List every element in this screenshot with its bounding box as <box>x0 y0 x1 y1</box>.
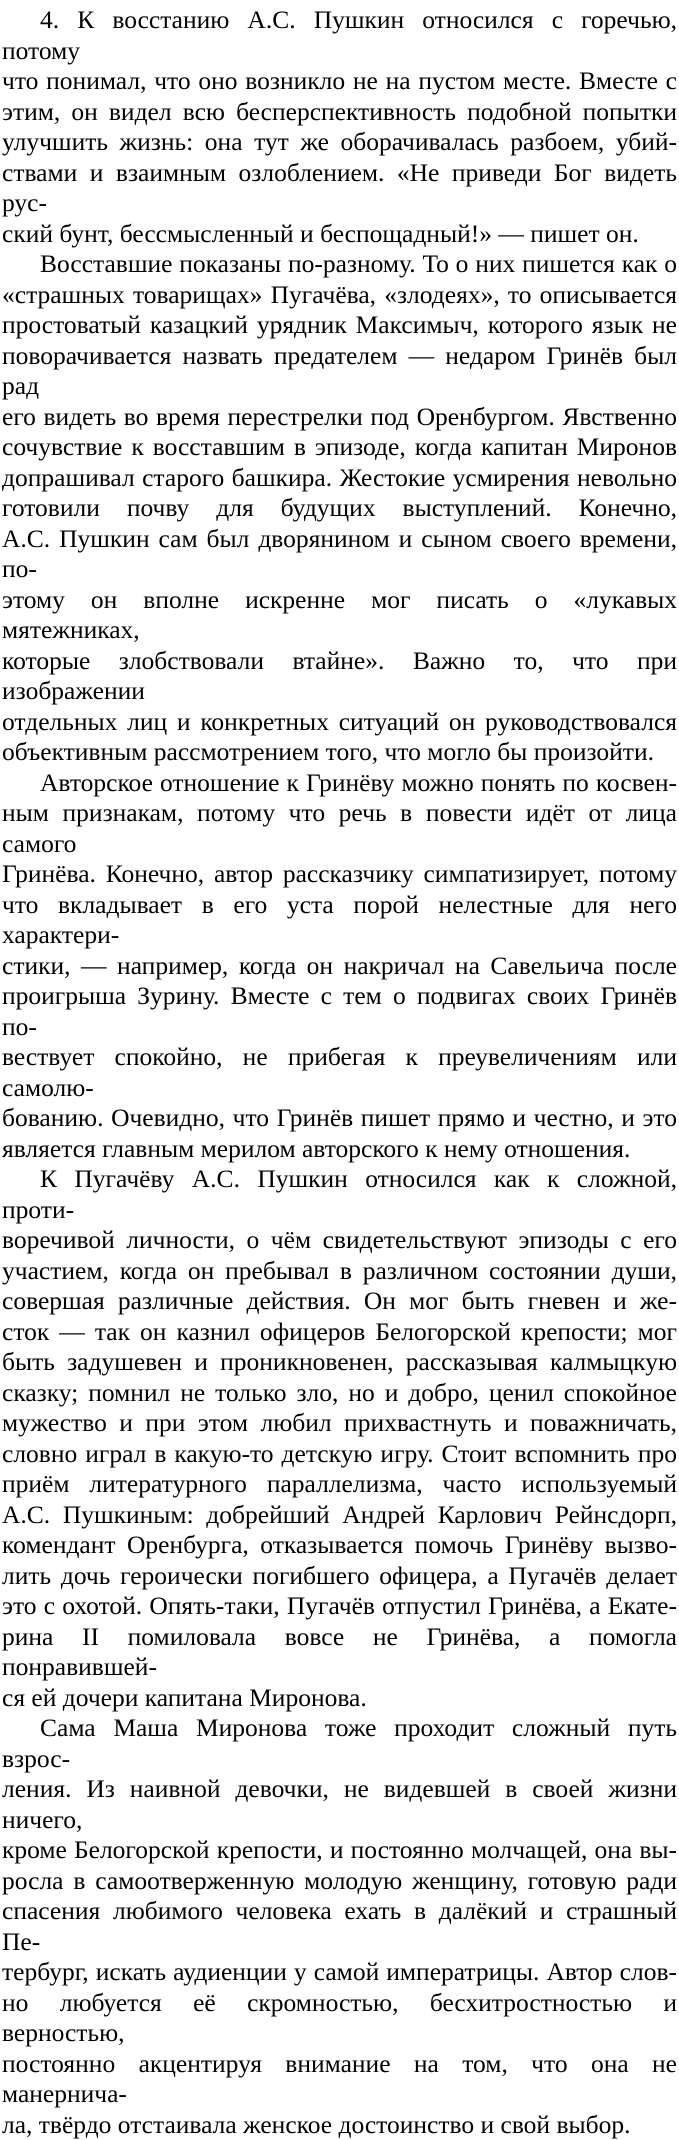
text-line: его видеть во время перестрелки под Оренбургом. Явственно <box>2 402 677 433</box>
paragraph <box>2 5 677 249</box>
text-line: поворачивается назвать предателем — недаром Гринёв был рад <box>2 341 677 402</box>
paragraph <box>2 768 677 1165</box>
text-line: допрашивал старого башкира. Жестокие усмирения невольно <box>2 463 677 494</box>
text-line: отдельных лиц и конкретных ситуаций он руководствовался <box>2 707 677 738</box>
text-line: ным признакам, потому что речь в повести идёт от лица самого <box>2 798 677 859</box>
text-line: участием, когда он пребывал в различном состоянии души, <box>2 1256 677 1287</box>
text-line: этому он вполне искренне мог писать о «лукавых мятежниках, <box>2 585 677 646</box>
text-line: простоватый казацкий урядник Максимыч, которого язык не <box>2 310 677 341</box>
text-line: ствами и взаимным озлоблением. «Не приведи Бог видеть рус- <box>2 158 677 219</box>
text-line: этим, он видел всю бесперспективность подобной попытки <box>2 97 677 128</box>
text-line: сток — так он казнил офицеров Белогорской крепости; мог <box>2 1317 677 1348</box>
text-line: рина II помиловала вовсе не Гринёва, а помогла понравившей- <box>2 1622 677 1683</box>
text-line: вествует спокойно, не прибегая к преувеличениям или самолю- <box>2 1042 677 1103</box>
text-line: сочувствие к восставшим в эпизоде, когда капитан Миронов <box>2 432 677 463</box>
text-line: росла в самоотверженную молодую женщину, готовую ради <box>2 1866 677 1897</box>
paragraph <box>2 249 677 768</box>
text-line: готовили почву для будущих выступлений. Конечно, <box>2 493 677 524</box>
text-line: ский бунт, бессмысленный и беспощадный!» — пишет он. <box>2 219 677 250</box>
text-line: быть задушевен и проникновенен, рассказывая калмыцкую <box>2 1347 677 1378</box>
paragraph <box>2 1164 677 1713</box>
text-line: кроме Белогорской крепости, и постоянно молчащей, она вы- <box>2 1835 677 1866</box>
text-line: совершая различные действия. Он мог быть гневен и же- <box>2 1286 677 1317</box>
text-line: приём литературного параллелизма, часто используемый <box>2 1469 677 1500</box>
text-line: проигрыша Зурину. Вместе с тем о подвигах своих Гринёв по- <box>2 981 677 1042</box>
text-line: ления. Из наивной девочки, не видевшей в своей жизни ничего, <box>2 1774 677 1835</box>
text-line: спасения любимого человека ехать в далёкий и страшный Пе- <box>2 1896 677 1957</box>
text-line: К Пугачёву А.С. Пушкин относился как к сложной, проти- <box>2 1164 677 1225</box>
text-line: ся ей дочери капитана Миронова. <box>2 1683 677 1714</box>
text-line: 4. К восстанию А.С. Пушкин относился с горечью, потому <box>2 5 677 66</box>
text-line: Авторское отношение к Гринёву можно понять по косвен- <box>2 768 677 799</box>
text-line: А.С. Пушкиным: добрейший Андрей Карлович Рейнсдорп, <box>2 1500 677 1531</box>
text-line: объективным рассмотрением того, что могло бы произойти. <box>2 737 677 768</box>
text-line: что вкладывает в его уста порой нелестные для него характери- <box>2 890 677 951</box>
text-line: словно играл в какую-то детскую игру. Стоит вспомнить про <box>2 1439 677 1470</box>
text-line: Сама Маша Миронова тоже проходит сложный путь взрос- <box>2 1713 677 1774</box>
text-line: мужество и при этом любил прихвастнуть и поважничать, <box>2 1408 677 1439</box>
text-line: но любуется её скромностью, бесхитростностью и верностью, <box>2 1988 677 2049</box>
paragraph <box>2 1713 677 2140</box>
text-line: ла, твёрдо отстаивала женское достоинство и свой выбор. <box>2 2110 677 2140</box>
text-line: «страшных товарищах» Пугачёва, «злодеях», то описывается <box>2 280 677 311</box>
text-line: является главным мерилом авторского к нему отношения. <box>2 1134 677 1165</box>
text-line: Гринёва. Конечно, автор рассказчику симпатизирует, потому <box>2 859 677 890</box>
text-line: это с охотой. Опять-таки, Пугачёв отпустил Гринёва, а Екате- <box>2 1591 677 1622</box>
text-line: сказку; помнил не только зло, но и добро, ценил спокойное <box>2 1378 677 1409</box>
text-line: тербург, искать аудиенции у самой императрицы. Автор слов- <box>2 1957 677 1988</box>
text-line: постоянно акцентируя внимание на том, что она не манернича- <box>2 2049 677 2110</box>
text-line: комендант Оренбурга, отказывается помочь Гринёву вызво- <box>2 1530 677 1561</box>
text-line: что понимал, что оно возникло не на пустом месте. Вместе с <box>2 66 677 97</box>
text-line: которые злобствовали втайне». Важно то, что при изображении <box>2 646 677 707</box>
text-line: бованию. Очевидно, что Гринёв пишет прямо и честно, и это <box>2 1103 677 1134</box>
text-line: улучшить жизнь: она тут же оборачивалась разбоем, убий- <box>2 127 677 158</box>
text-line: стики, — например, когда он накричал на Савельича после <box>2 951 677 982</box>
text-line: Восставшие показаны по-разному. То о них пишется как о <box>2 249 677 280</box>
text-line: воречивой личности, о чём свидетельствуют эпизоды с его <box>2 1225 677 1256</box>
text-line: А.С. Пушкин сам был дворянином и сыном своего времени, по- <box>2 524 677 585</box>
text-line: лить дочь героически погибшего офицера, а Пугачёв делает <box>2 1561 677 1592</box>
